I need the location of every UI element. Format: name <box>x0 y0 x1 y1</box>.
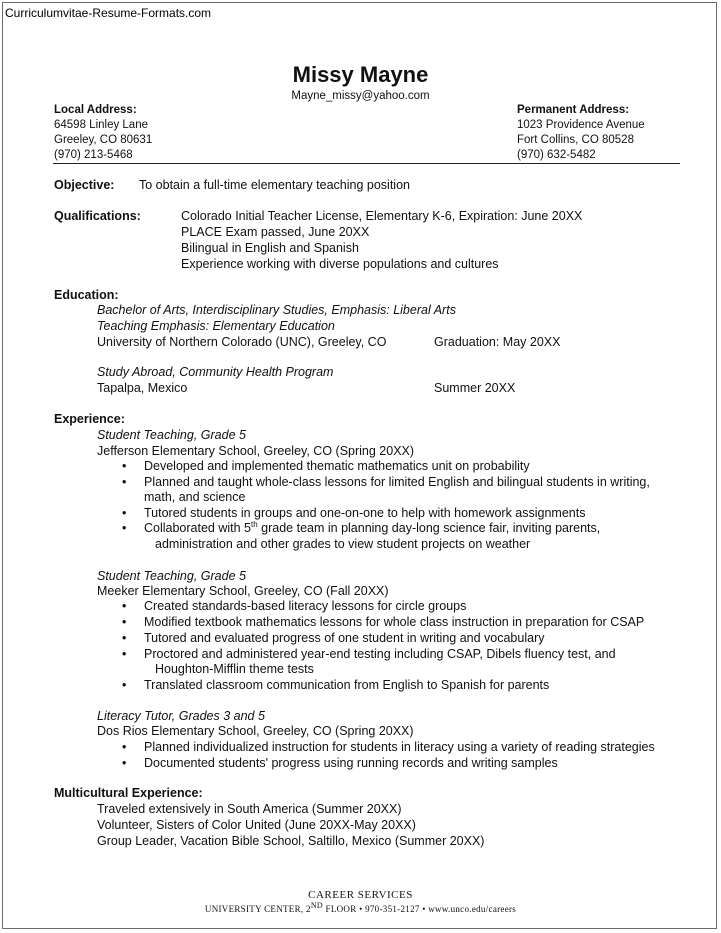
job-title: Student Teaching, Grade 5 <box>97 428 246 442</box>
footer-title: CAREER SERVICES <box>308 889 413 901</box>
multicultural-label: Multicultural Experience: <box>54 786 203 800</box>
job-place: Jefferson Elementary School, Greeley, CO (Spring 20XX) <box>97 444 415 458</box>
study-abroad-place: Tapalpa, Mexico <box>97 381 188 395</box>
bullet-text: Collaborated with 5 <box>144 521 252 535</box>
education-label: Education: <box>54 288 119 302</box>
list-item: • Tutored students in groups and one-on-one to help with homework assignments <box>119 506 585 520</box>
watermark: Curriculumvitae-Resume-Formats.com <box>5 6 212 20</box>
job-place: Meeker Elementary School, Greeley, CO (Fall 20XX) <box>97 584 389 598</box>
list-item: • Documented students' progress using running records and writing samples <box>119 756 558 770</box>
qualification-item: Bilingual in English and Spanish <box>181 241 359 255</box>
job-title: Student Teaching, Grade 5 <box>97 569 246 583</box>
qualification-item: PLACE Exam passed, June 20XX <box>181 225 370 239</box>
degree: Bachelor of Arts, Interdisciplinary Studies, Emphasis: Liberal Arts <box>97 303 456 317</box>
multicultural-item: Traveled extensively in South America (Summer 20XX) <box>97 802 402 816</box>
qualifications-label: Qualifications: <box>54 209 141 223</box>
permanent-address-line: 1023 Providence Avenue <box>517 119 645 131</box>
local-phone: (970) 213-5468 <box>54 149 133 161</box>
school-name: University of Northern Colorado (UNC), Greeley, CO <box>97 335 387 349</box>
list-item: • Proctored and administered year-end testing including CSAP, Dibels fluency test, and <box>119 647 616 661</box>
multicultural-item: Group Leader, Vacation Bible School, Saltillo, Mexico (Summer 20XX) <box>97 834 485 848</box>
local-address-heading: Local Address: <box>54 104 137 116</box>
candidate-name: Missy Mayne <box>292 62 429 87</box>
list-item: • Planned individualized instruction for students in literacy using a variety of reading strategies <box>119 740 655 754</box>
permanent-address-line: Fort Collins, CO 80528 <box>517 134 634 146</box>
study-abroad-title: Study Abroad, Community Health Program <box>97 365 334 379</box>
bullet-continuation: administration and other grades to view student projects on weather <box>155 537 531 551</box>
local-address-line: 64598 Linley Lane <box>54 119 148 131</box>
list-item: • Created standards-based literacy lessons for circle groups <box>119 599 466 613</box>
experience-label: Experience: <box>54 412 125 426</box>
multicultural-item: Volunteer, Sisters of Color United (June 20XX-May 20XX) <box>97 818 416 832</box>
list-item: • Translated classroom communication from English to Spanish for parents <box>119 678 549 692</box>
permanent-phone: (970) 632-5482 <box>517 149 596 161</box>
bullet-continuation: math, and science <box>144 490 246 504</box>
teaching-emphasis: Teaching Emphasis: Elementary Education <box>97 319 335 333</box>
qualification-item: Colorado Initial Teacher License, Elementary K-6, Expiration: June 20XX <box>181 209 583 223</box>
local-address-line: Greeley, CO 80631 <box>54 134 153 146</box>
local-address <box>54 103 152 163</box>
permanent-address <box>517 103 645 163</box>
footer-contact <box>0 901 721 914</box>
objective-label: Objective: <box>54 178 115 192</box>
job-title: Literacy Tutor, Grades 3 and 5 <box>97 709 265 723</box>
job-place: Dos Rios Elementary School, Greeley, CO (Spring 20XX) <box>97 724 414 738</box>
superscript: ND <box>310 901 323 910</box>
permanent-address-heading: Permanent Address: <box>517 104 630 116</box>
list-item: • Tutored and evaluated progress of one student in writing and vocabulary <box>119 631 544 645</box>
list-item: • Planned and taught whole-class lessons for limited English and bilingual students in writing, <box>119 475 650 489</box>
header-divider <box>53 163 680 164</box>
bullet-continuation: Houghton-Mifflin theme tests <box>155 662 314 676</box>
superscript: th <box>251 519 258 529</box>
list-item: • Developed and implemented thematic mathematics unit on probability <box>119 459 530 473</box>
bullet-text: grade team in planning day-long science fair, inviting parents, <box>257 521 601 535</box>
email-address: Mayne_missy@yahoo.com <box>291 90 430 102</box>
list-item: • Modified textbook mathematics lessons for whole class instruction in preparation for CSAP <box>119 615 644 629</box>
footer-text: UNIVERSITY CENTER, 2 <box>204 904 311 914</box>
footer-text: FLOOR • 970-351-2127 • www.unco.edu/careers <box>322 904 517 914</box>
list-item <box>119 521 600 535</box>
objective-text: To obtain a full-time elementary teaching position <box>139 178 410 192</box>
qualification-item: Experience working with diverse populations and cultures <box>181 257 499 271</box>
graduation-date: Graduation: May 20XX <box>434 335 561 349</box>
study-abroad-date: Summer 20XX <box>434 381 516 395</box>
